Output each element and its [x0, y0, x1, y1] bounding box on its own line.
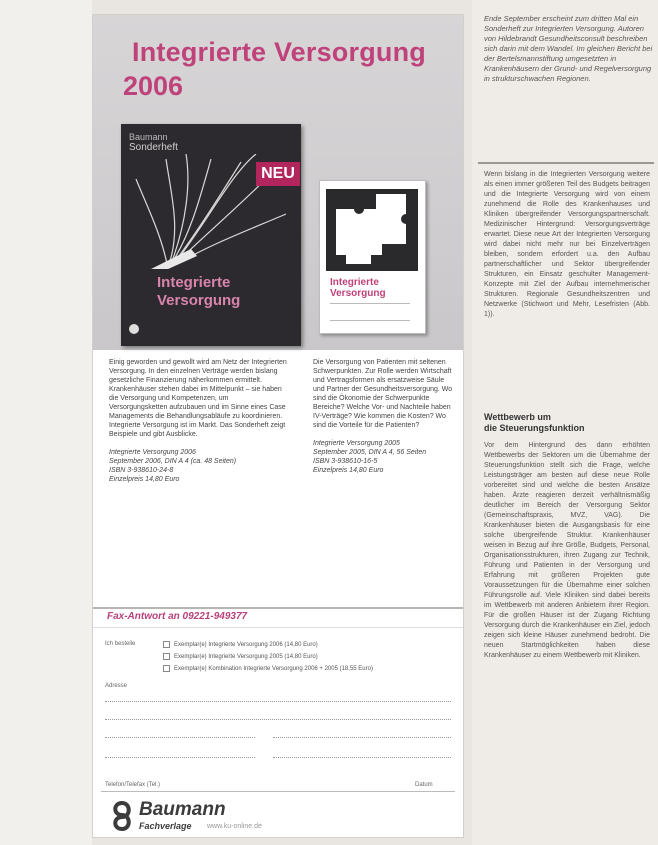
checkbox-combo[interactable]	[163, 665, 170, 672]
order-option-2005-label: Exemplar(e) Integrierte Versorgung 2005 (14,80 Euro)	[174, 654, 318, 661]
publisher-logo-icon	[129, 324, 139, 334]
order-option-2006[interactable]	[163, 641, 318, 648]
ad-title-line2: 2006	[123, 71, 184, 101]
book-meta-2006: September 2006, DIN A 4 (ca. 48 Seiten)	[109, 458, 237, 465]
fax-answer-band	[93, 607, 463, 628]
article-column	[472, 0, 658, 845]
book2-subtitle-lines	[330, 303, 410, 321]
book-publisher: Baumann	[129, 132, 168, 142]
book-meta-2005: September 2005, DIN A 4, 56 Seiten	[313, 449, 427, 456]
article-subheading	[484, 412, 585, 434]
order-option-combo[interactable]	[163, 665, 373, 672]
address-line-3b[interactable]	[273, 737, 451, 738]
order-option-2006-label: Exemplar(e) Integrierte Versorgung 2006 (14,80 Euro)	[174, 642, 318, 649]
article-divider	[478, 162, 654, 164]
footer-divider	[101, 791, 455, 792]
article-intro: Ende September erscheint zum dritten Mal ein Sonderheft zur Integrierten Versorgung. Autoren von Hildebrandt Gesundheitsconsult beschreiben sich darin mit dem Wandel. Im gleichen Bericht bei der Bertelsmannstiftung umgesetzten in Krankenhäusern der Grund- und Regelversorgung in strukturschwachen Regionen.	[484, 14, 653, 83]
article-subheading-line2: die Steuerungsfunktion	[484, 423, 585, 433]
ad-text-right	[313, 358, 453, 475]
puzzle-illustration	[326, 189, 418, 271]
isbn-2005: ISBN 3-938610-16-5	[313, 458, 378, 465]
date-label: Datum	[415, 782, 433, 788]
order-label: Ich bestelle	[105, 641, 136, 647]
advertisement	[92, 14, 464, 838]
checkbox-2006[interactable]	[163, 641, 170, 648]
new-badge: NEU	[256, 162, 300, 186]
ad-header	[93, 15, 463, 350]
address-line-4b[interactable]	[273, 757, 451, 758]
article-subheading-line1: Wettbewerb um	[484, 412, 551, 422]
checkbox-2005[interactable]	[163, 653, 170, 660]
address-line-3a[interactable]	[105, 737, 255, 738]
ad-paragraph-right: Die Versorgung von Patienten mit seltenen Schwerpunkten. Zur Rolle werden Wirtschaft und Vertragsformen als ersatzweise Säule und Partner der Gesundheitsversorgung. Wo sind die Ökonomie der Schwerpunkte Bereiche? Welche Vor- und Nachteile haben IV-Verträge? Wie kommen die Kosten? Wo sind die Vorteile für die Patienten?	[313, 359, 453, 429]
address-label: Adresse	[105, 683, 128, 689]
book-series: Sonderheft	[129, 142, 178, 153]
book-title-line1: Integrierte	[157, 274, 231, 291]
address-line-2[interactable]	[105, 719, 451, 720]
isbn-2006: ISBN 3-938610-24-8	[109, 467, 174, 474]
brand-url: www.ku-online.de	[207, 823, 262, 830]
page-margin	[0, 0, 92, 845]
address-line-4a[interactable]	[105, 757, 255, 758]
article-body-2: Vor dem Hintergrund des dann erhöhten Wettbewerbs der Sektoren um die Übernahme der Steuerungsfunktion stellt sich die Frage, welche Leistungsträger am besten auf diese neue Rolle vorbereitet sind und welche die besten Ansätze haben. Ärzte reagieren derzeit verhältnismäßig deutlicher im Bereich der Versorgung Sektor (Gemeinschaftspraxis, MVZ, VAG). Die Krankenhäuser bieten die Ausgangsbasis für eine solche übergreifende Struktur. Krankenhäuser weisen in Bezug auf ihre Größe, Budgets, Personal, Organisationsstrukturen, ihren Zugang zur Technik, Führung und Patienten in der Versorgung und Erfahrung mit größeren Projekten gute Voraussetzungen für die Übernahme einer solchen Führungsrolle auf. Viele Kliniken sind dabei bereits im Wettbewerb mit anderen Anbietern ihrer Region. Für die großen Häuser ist der Zugang Richtung Versorgung durch die Krankenhäuser ein Ziel, jedoch zeigen sich kleine Häuser zunehmend bedroht. Die neuen Startmöglichkeiten haben diese Krankenhäuser zu einem Wettbewerb mit Kliniken.	[484, 442, 650, 659]
book2-title-line1: Integrierte	[330, 277, 379, 288]
fax-answer-number: Fax-Antwort an 09221-949377	[107, 611, 248, 622]
phone-label: Telefon/Telefax (Tel.)	[105, 782, 161, 788]
baumann-logo-icon	[109, 801, 135, 831]
book-cover-2006	[121, 124, 301, 346]
book2-title-line2: Versorgung	[330, 288, 386, 299]
article-body-1: Wenn bislang in die Integrierten Versorgung weitere als einen immer größeren Teil des Budgets beitragen und die Integrierte Versorgung wird von einem zunehmend die Rolle des Krankenhauses und Kliniken übergreifender Versorgungspartnerschaft. Medizinischer Hintergrund: Versorgungsverträge erwartet. Diese neue Art der Integrierten Versorgung wird dabei nicht mehr nur bei Einzelverträgen bleiben, sondern erfordert u.a. den Aufbau partnerschaftlicher und Sektor übergreifender Strukturen, ein Einsatz geschulter Management-Konzepte mit Ziel der Aufbau internehmerischer Strukturen. Regionale Gesundheitszentren und Netzwerke (Stichwort und Mehr, Lesefristen (Abb. 1)).	[484, 171, 650, 318]
address-line-1[interactable]	[105, 701, 451, 702]
ad-title-line1: Integrierte Versorgung	[132, 37, 426, 67]
ad-text-left	[109, 358, 287, 484]
order-option-combo-label: Exemplar(e) Kombination Integrierte Versorgung 2006 + 2005 (18,55 Euro)	[174, 666, 373, 673]
ad-paragraph-left: Einig geworden und gewollt wird am Netz der Integrierten Versorgung. In den einzelnen Verträge werden bislang gesetzliche Finanzierung näherkommen ermittelt. Krankenhäuser stehen dabei im Mittelpunkt – sie haben die Versorgung und Kompetenzen, um Versorgungsketten aufzubauen und im Sinne eines Case Managements die Behandlungsabläufe zu koordinieren. Integrierte Versorgung ist im Markt. Das Sonderheft zeigt Beispiele und gibt Ausblicke.	[109, 359, 287, 438]
price-2006: Einzelpreis 14,80 Euro	[109, 476, 180, 483]
book-title-line2: Versorgung	[157, 292, 241, 309]
order-option-2005[interactable]	[163, 653, 318, 660]
book-title-2005: Integrierte Versorgung 2005	[313, 440, 400, 447]
book-title-2006: Integrierte Versorgung 2006	[109, 449, 196, 456]
brand-name: Baumann	[139, 799, 226, 820]
book-cover-2005	[319, 180, 426, 334]
price-2005: Einzelpreis 14,80 Euro	[313, 467, 384, 474]
brand-subtitle: Fachverlage	[139, 821, 192, 831]
